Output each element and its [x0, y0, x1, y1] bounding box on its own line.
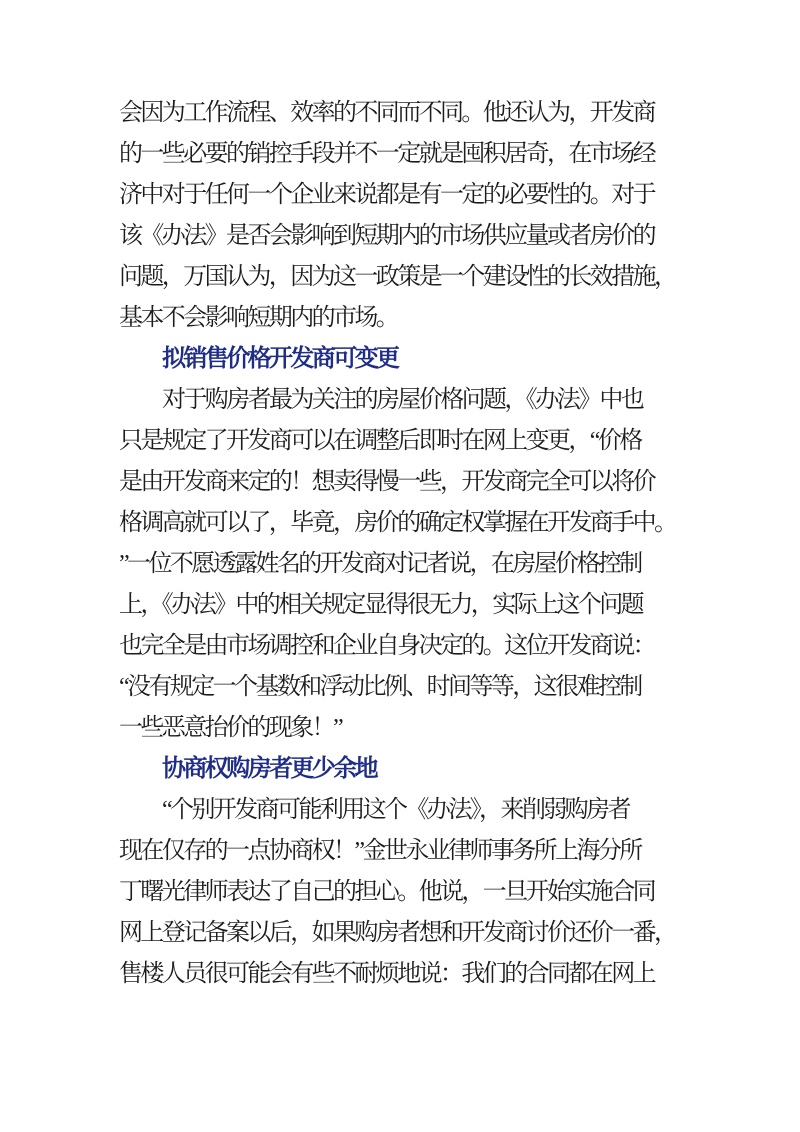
text-line: 一些恶意抬价的现象！”	[119, 715, 342, 741]
text-line: 问题，万国认为，因为这一政策是一个建设性的长效措施，	[119, 264, 676, 290]
text-line: 会因为工作流程、效率的不同而不同。他还认为，开发商	[119, 100, 654, 126]
section-heading: 拟销售价格开发商可变更	[162, 346, 398, 372]
text-line: 济中对于任何一个企业来说都是有一定的必要性的。对于	[119, 182, 654, 208]
text-line: 格调高就可以了，毕竟，房价的确定权掌握在开发商手中。	[119, 510, 676, 536]
text-line: “个别开发商可能利用这个《办法》，来削弱购房者	[162, 797, 629, 823]
text-line: 该《办法》是否会影响到短期内的市场供应量或者房价的	[119, 223, 654, 249]
text-line: 上，《办法》中的相关规定显得很无力，实际上这个问题	[119, 592, 642, 618]
text-line: ”一位不愿透露姓名的开发商对记者说，在房屋价格控制	[119, 551, 641, 577]
text-line: 只是规定了开发商可以在调整后即时在网上变更，“价格	[119, 428, 641, 454]
text-line: 现在仅存的一点协商权！”金世永业律师事务所上海分所	[119, 838, 641, 864]
text-line: “没有规定一个基数和浮动比例、时间等等，这很难控制	[119, 674, 641, 700]
document-content	[119, 93, 719, 995]
text-line: 的一些必要的销控手段并不一定就是囤积居奇，在市场经	[119, 141, 654, 167]
text-line: 售楼人员很可能会有些不耐烦地说：我们的合同都在网上	[119, 961, 654, 987]
text-line: 基本不会影响短期内的市场。	[119, 305, 398, 331]
text-line: 也完全是由市场调控和企业自身决定的。这位开发商说：	[119, 633, 654, 659]
text-line: 对于购房者最为关注的房屋价格问题，《办法》中也	[162, 387, 643, 413]
text-line: 丁曙光律师表达了自己的担心。他说，一旦开始实施合同	[119, 879, 654, 905]
section-heading: 协商权购房者更少余地	[162, 756, 376, 782]
text-line: 是由开发商来定的！想卖得慢一些，开发商完全可以将价	[119, 469, 654, 495]
text-line: 网上登记备案以后，如果购房者想和开发商讨价还价一番，	[119, 920, 676, 946]
